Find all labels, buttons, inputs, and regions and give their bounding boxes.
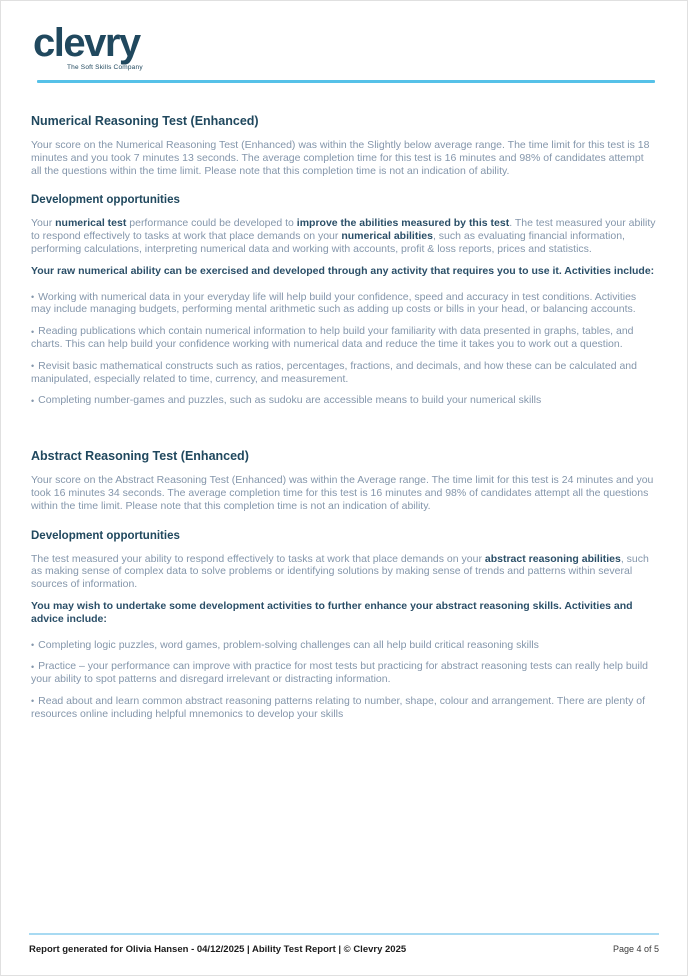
list-item-text: Working with numerical data in your everyday life will help build your confidence, speed and accuracy in test conditions. Activities may include managing budgets, performing mental arithmetic such as adding up costs or bills in your head, or balancing accounts. [31,290,637,316]
development-paragraph: The test measured your ability to respond effectively to tasks at work that place demands on your abstract reasoning abilities, such as making sense of complex data to solve problems or identifying solutions by making sense of trends and patterns within several sources of information. [31,552,649,591]
list-item [31,360,657,386]
logo-tagline: The Soft Skills Company [67,64,143,71]
clevry-logo: clevry [33,21,140,65]
list-item-text: Completing logic puzzles, word games, problem-solving challenges can all help build critical reasoning skills [38,638,539,651]
section-numerical-reasoning [31,114,657,407]
development-paragraph: Your numerical test performance could be developed to improve the abilities measured by this test. The test measured your ability to respond effectively to tasks at work that place demands on your numerical abilities, such as evaluating financial information, performing calculations, interpreting numerical data and working with accounts, profit & loss reports, prices and statistics. [31,217,656,255]
footer-row [29,944,659,955]
section-intro: Your score on the Abstract Reasoning Test (Enhanced) was within the Average range. The time limit for this test is 24 minutes and you took 16 minutes 34 seconds. The average completion time for this test is 16 minutes and 98% of candidates attempt all the questions within the time limit. Please note that this completion time is not an indication of ability. [31,474,654,512]
bullet-icon: • [31,661,35,672]
development-opportunities-heading: Development opportunities [31,194,180,207]
list-item-text: Read about and learn common abstract reasoning patterns relating to number, shape, colour and arrangement. There are plenty of resources online including helpful mnemonics to develop your skills [31,694,645,720]
bullet-icon: • [31,696,35,707]
list-item [31,695,657,721]
page-number: Page 4 of 5 [612,944,659,954]
section-intro: Your score on the Numerical Reasoning Test (Enhanced) was within the Slightly below average range. The time limit for this test is 18 minutes and you took 7 minutes 13 seconds. The average completion time for this test is 16 minutes and 98% of candidates attempt all the questions within the time limit. Please note that this completion time is not an indication of ability. [31,139,650,177]
list-item [31,291,657,317]
section-title: Numerical Reasoning Test (Enhanced) [31,114,259,128]
section-abstract-reasoning [31,449,657,720]
page-header [1,1,687,83]
bullet-icon: • [31,361,35,372]
activities-list [31,639,657,721]
bullet-icon: • [31,326,35,337]
list-item-text: Practice – your performance can improve with practice for most tests but practicing for abstract reasoning tests can really help build your ability to spot patterns and disregard irrelevant or distracting information. [31,660,649,686]
section-title: Abstract Reasoning Test (Enhanced) [31,449,249,464]
list-item-text: Completing number-games and puzzles, such as sudoku are accessible means to build your numerical skills [38,394,542,407]
list-item-text: Revisit basic mathematical constructs such as ratios, percentages, fractions, and decimals, and how these can be calculated and manipulated, especially related to time, currency, and measurement. [31,359,637,385]
report-content [1,114,687,721]
list-item [31,325,657,351]
header-divider [37,80,655,83]
activities-lead: Your raw numerical ability can be exercised and developed through any activity that requires you to use it. Activities include: [31,264,655,277]
list-item [31,660,657,686]
list-item [31,394,657,407]
footer-divider [29,933,659,935]
bullet-icon: • [31,640,35,651]
report-attribution: Report generated for Olivia Hansen - 04/12/2025 | Ability Test Report | © Clevry 2025 [29,944,407,955]
bullet-icon: • [31,395,35,406]
list-item-text: Reading publications which contain numerical information to help build your familiarity with data presented in graphs, tables, and charts. This can help build your confidence working with numerical data and reduce the time it takes you to work out a question. [31,325,634,350]
activities-list [31,291,657,408]
bullet-icon: • [31,292,35,303]
list-item [31,639,657,652]
development-opportunities-heading: Development opportunities [31,529,180,542]
page-footer [29,933,659,955]
activities-lead: You may wish to undertake some development activities to further enhance your abstract reasoning skills. Activities and advice include: [31,599,633,625]
